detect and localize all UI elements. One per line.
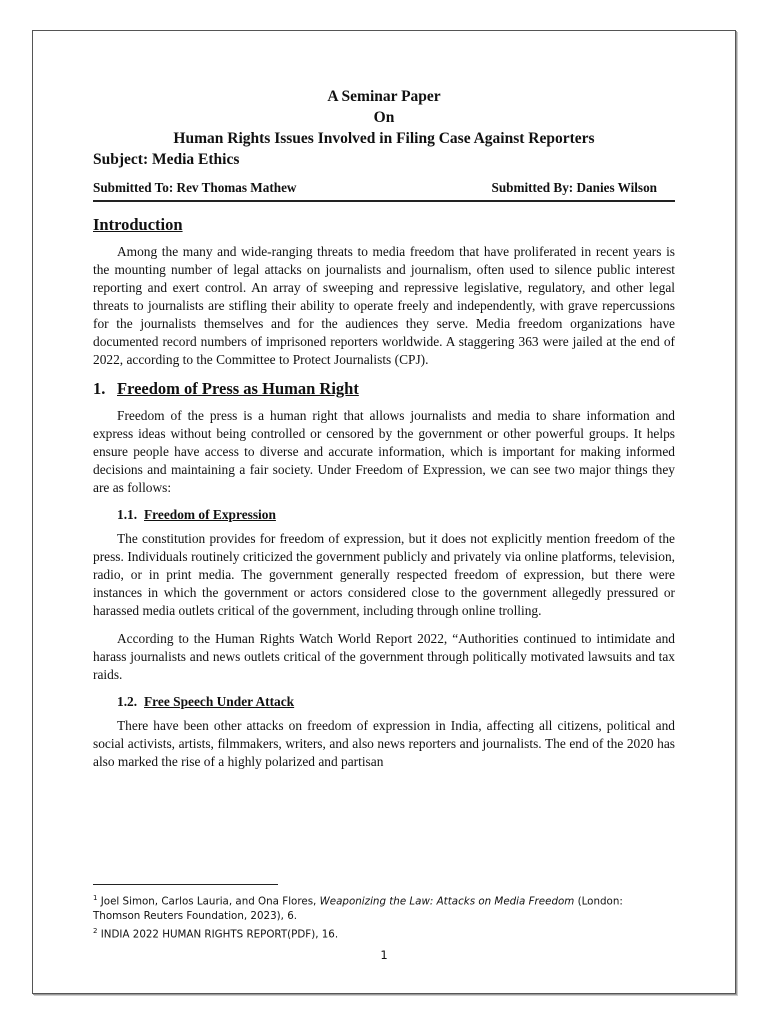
footnote-1-publisher: (London: (574, 895, 623, 908)
footnote-separator (93, 884, 278, 885)
introduction-paragraph: Among the many and wide-ranging threats to media freedom that have proliferated in recent years is the mounting number of legal attacks on journalists and journalism, often used to silence public interest reporting and exert control. An array of sweeping and repressive legislative, regulatory, and other legal threats to journalists are stifling their ability to operate freely and independently, with grave repercussions for the journalists themselves and for the audiences they serve. Media freedom organizations have documented record numbers of imprisoned reporters worldwide. A staggering 363 were jailed at the end of 2022, according to the Committee to Protect Journalists (CPJ). (93, 244, 675, 367)
subsection-1-2-heading (117, 694, 675, 710)
title-line-1: A Seminar Paper (327, 88, 441, 105)
section-1-paragraph: Freedom of the press is a human right that allows journalists and media to share information and express ideas without being controlled or censored by the government or other powerful groups. It helps ensure people have access to diverse and accurate information, which is important for making informed decisions and maintaining a fair society. Under Freedom of Expression, we can see two major things they are as follows: (93, 408, 675, 495)
subsection-1-2-paragraph: There have been other attacks on freedom of expression in India, affecting all citizens, political and social activists, artists, filmmakers, writers, and also news reporters and journalists. The end of the 2020 has also marked the rise of a highly polarized and partisan (93, 718, 675, 769)
submitted-to: Submitted To: Rev Thomas Mathew (93, 180, 297, 195)
footnote-1-title: Weaponizing the Law: Attacks on Media Freedom (319, 895, 575, 908)
introduction-heading: Introduction (93, 215, 183, 234)
subsection-1-1-number: 1.1. (117, 507, 138, 522)
submitted-by: Submitted By: Danies Wilson (491, 180, 657, 195)
footnote-2 (93, 924, 693, 942)
footnotes (93, 891, 693, 943)
document-body (93, 86, 675, 781)
subsection-1-2-number: 1.2. (117, 694, 138, 709)
document-title: Human Rights Issues Involved in Filing Case Against Reporters (173, 130, 595, 147)
subsection-1-2-title: Free Speech Under Attack (144, 694, 295, 709)
subsection-1-1-paragraph-1: The constitution provides for freedom of expression, but it does not explicitly mention freedom of the press. Individuals routinely criticized the government publicly and privately via online platforms, television, radio, or in print media. The government generally respected freedom of expression, but there were instances in which the government or actors considered close to the government allegedly pressured or harassed media outlets critical of the government, including through online trolling. (93, 531, 675, 618)
page-number: 1 (380, 948, 388, 962)
footnote-1-authors: Joel Simon, Carlos Lauria, and Ona Flores, (100, 895, 320, 908)
footnote-1-marker: 1 (93, 894, 98, 902)
title-line-2: On (373, 109, 395, 126)
subsection-1-1-title: Freedom of Expression (144, 507, 276, 522)
section-1-number: 1. (93, 379, 106, 398)
subsection-1-1-paragraph-2: According to the Human Rights Watch World Report 2022, “Authorities continued to intimidate and harass journalists and news outlets critical of the government through politically motivated lawsuits and tax raids. (93, 631, 675, 682)
section-1-heading (93, 379, 675, 399)
submission-row (93, 180, 675, 202)
section-1-title: Freedom of Press as Human Right (117, 379, 359, 398)
subject-line: Subject: Media Ethics (93, 151, 240, 168)
footnote-1-continued: Thomson Reuters Foundation, 2023), 6. (93, 910, 298, 923)
footnote-2-marker: 2 (93, 927, 98, 936)
footnote-2-text: INDIA 2022 HUMAN RIGHTS REPORT(PDF), 16. (100, 928, 339, 941)
footnote-1 (93, 891, 693, 909)
subsection-1-1-heading (117, 507, 675, 523)
